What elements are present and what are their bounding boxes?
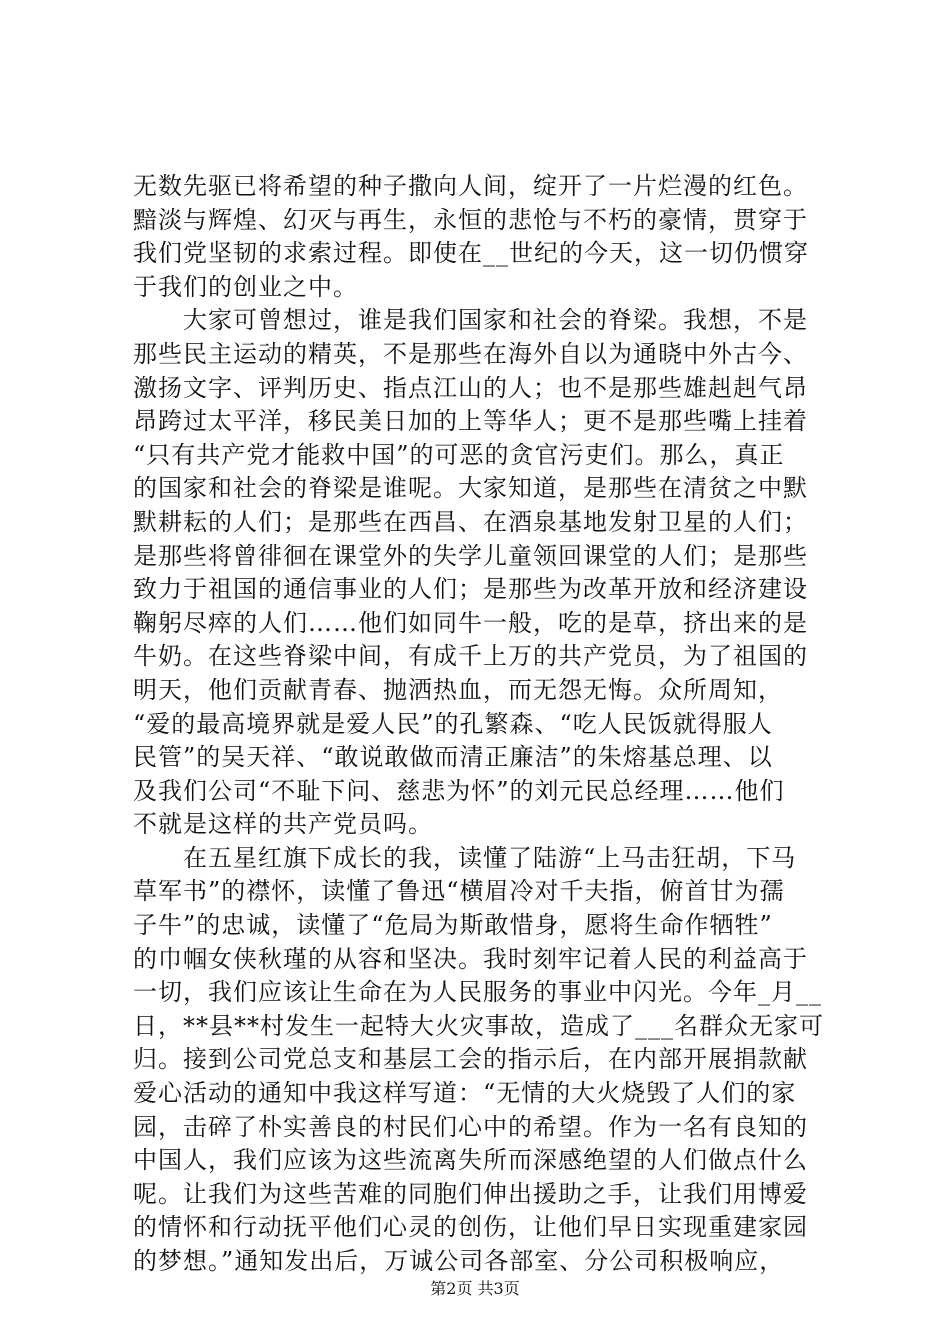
text-line: 的巾帼女侠秋瑾的从容和坚决。我时刻牢记着人民的利益高于 xyxy=(133,944,808,973)
text-line: 鞠躬尽瘁的人们……他们如同牛一般，吃的是草，挤出来的是 xyxy=(133,608,808,637)
text-line: 我们党坚韧的求索过程。即使在__世纪的今天，这一切仍惯穿 xyxy=(133,239,809,268)
text-line: 大家可曾想过，谁是我们国家和社会的脊梁。我想，不是 xyxy=(133,306,808,335)
text-line: 黯淡与辉煌、幻灭与再生，永恒的悲怆与不朽的豪情，贯穿于 xyxy=(133,205,808,234)
text-line: 于我们的创业之中。 xyxy=(133,272,358,301)
text-line: 无数先驱已将希望的种子撒向人间，绽开了一片烂漫的红色。 xyxy=(133,172,808,200)
text-line: 的情怀和行动抚平他们心灵的创伤，让他们早日实现重建家园 xyxy=(133,1213,808,1242)
text-line: 明天，他们贡献青春、抛洒热血，而无怨无悔。众所周知， xyxy=(133,675,783,704)
text-line: 那些民主运动的精英，不是那些在海外自以为通晓中外古今、 xyxy=(133,339,808,368)
text-line: 归。接到公司党总支和基层工会的指示后，在内部开展捐款献 xyxy=(133,1045,808,1074)
text-line: 中国人，我们应该为这些流离失所而深感绝望的人们做点什么 xyxy=(133,1146,808,1175)
body-text xyxy=(133,170,833,1279)
text-line: 日，**县**村发生一起特大火灾事故，造成了___名群众无家可 xyxy=(133,1011,824,1040)
text-line: 致力于祖国的通信事业的人们；是那些为改革开放和经济建设 xyxy=(133,575,808,604)
text-line: 激扬文字、评判历史、指点江山的人；也不是那些雄赳赳气昂 xyxy=(133,373,808,402)
text-line: 默耕耘的人们；是那些在西昌、在酒泉基地发射卫星的人们； xyxy=(133,507,808,536)
text-line: 呢。让我们为这些苦难的同胞们伸出援助之手，让我们用博爱 xyxy=(133,1179,808,1208)
text-line: “爱的最高境界就是爱人民”的孔繁森、“吃人民饭就得服人 xyxy=(133,709,773,738)
text-line: 园，击碎了朴实善良的村民们心中的希望。作为一名有良知的 xyxy=(133,1112,808,1141)
text-line: 是那些将曾徘徊在课堂外的失学儿童领回课堂的人们；是那些 xyxy=(133,541,808,570)
text-line: 子牛”的忠诚，读懂了“危局为斯敢惜身，愿将生命作牺牲” xyxy=(133,911,773,940)
text-line: 的国家和社会的脊梁是谁呢。大家知道，是那些在清贫之中默 xyxy=(133,474,808,503)
text-line: 在五星红旗下成长的我，读懂了陆游“上马击狂胡，下马 xyxy=(133,843,797,872)
page-footer: 第2页 共3页 xyxy=(430,1279,520,1298)
text-line: 一切，我们应该让生命在为人民服务的事业中闪光。今年_月__ xyxy=(133,978,822,1007)
text-line: 及我们公司“不耻下问、慈悲为怀”的刘元民总经理……他们 xyxy=(133,776,785,805)
text-line: 牛奶。在这些脊梁中间，有成千上万的共产党员，为了祖国的 xyxy=(133,642,808,671)
text-line: 民管”的吴天祥、“敢说敢做而清正廉洁”的朱熔基总理、以 xyxy=(133,743,773,772)
text-line: 的梦想。”通知发出后，万诚公司各部室、分公司积极响应， xyxy=(133,1247,785,1275)
text-line: “只有共产党才能救中国”的可恶的贪官污吏们。那么，真正 xyxy=(133,440,785,469)
text-line: 草军书”的襟怀，读懂了鲁迅“横眉冷对千夫指，俯首甘为孺 xyxy=(133,877,785,906)
text-line: 不就是这样的共产党员吗。 xyxy=(133,810,433,839)
text-line: 爱心活动的通知中我这样写道：“无情的大火烧毁了人们的家 xyxy=(133,1079,797,1108)
text-line: 昂跨过太平洋，移民美日加的上等华人；更不是那些嘴上挂着 xyxy=(133,407,808,436)
